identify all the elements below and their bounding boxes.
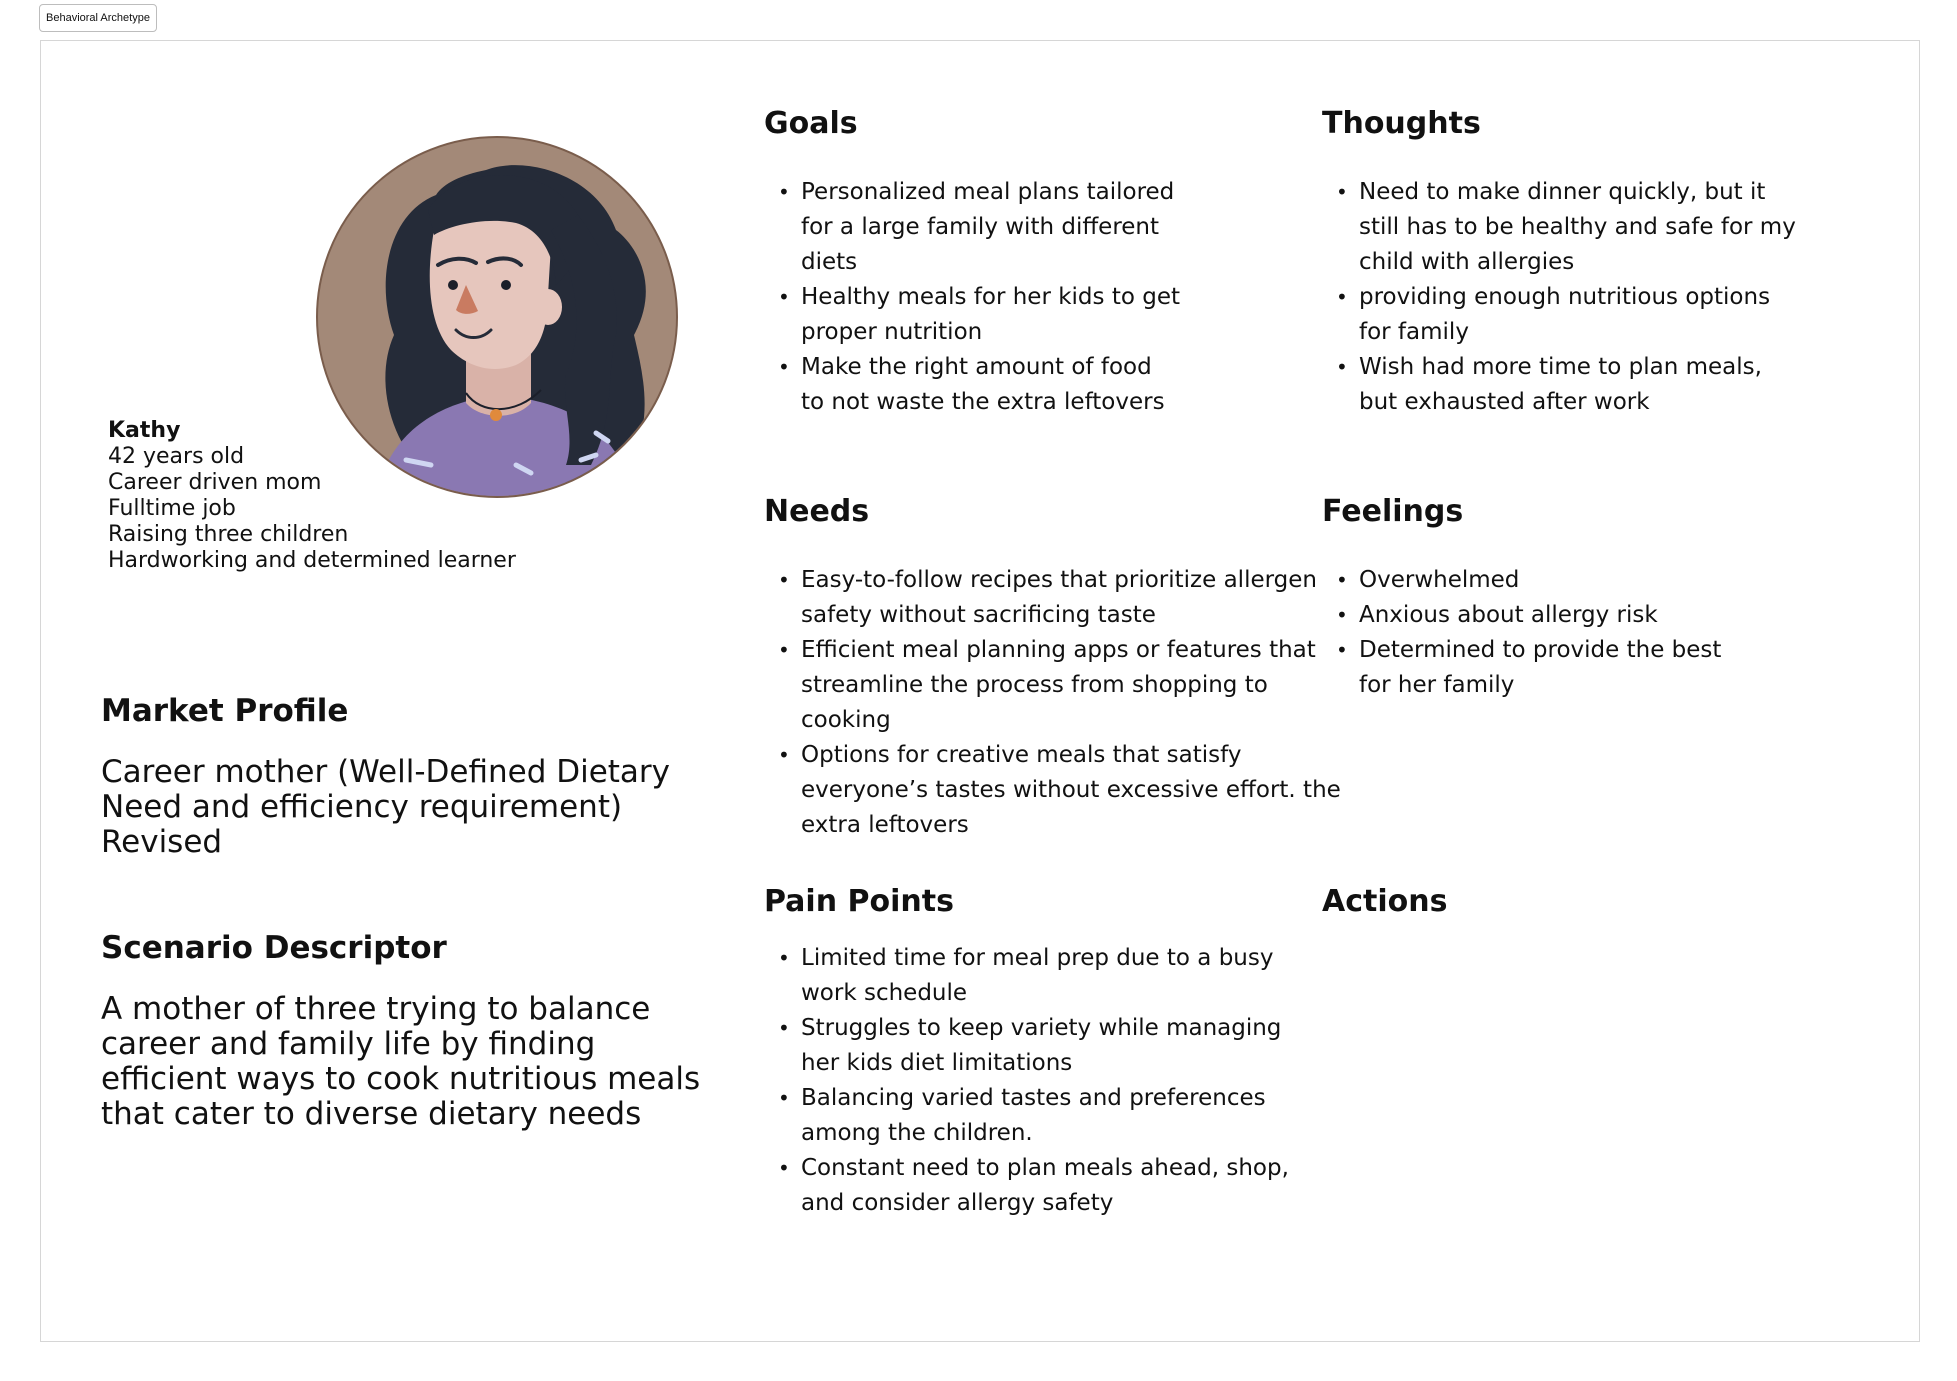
goals-list xyxy=(764,175,1234,420)
feelings-title: Feelings xyxy=(1322,494,1464,529)
list-item: • Overwhelmed xyxy=(1336,567,1520,593)
frame-label[interactable]: Behavioral Archetype xyxy=(39,4,157,32)
persona-detail: Hardworking and determined learner xyxy=(108,548,516,573)
market-profile-body: Career mother (Well-Defined Dietary Need and efficiency requirement) Revised xyxy=(101,754,671,860)
needs-title: Needs xyxy=(764,494,870,529)
persona-name: Kathy xyxy=(108,418,181,443)
list-item: • Anxious about allergy risk xyxy=(1336,602,1658,628)
list-item: • Efficient meal planning apps or features that streamline the process from shopping to cooking xyxy=(778,637,1316,733)
persona-detail: Career driven mom xyxy=(108,470,322,495)
list-item: • providing enough nutritious options for family xyxy=(1336,284,1771,345)
persona-detail: Raising three children xyxy=(108,522,349,547)
persona-detail: Fulltime job xyxy=(108,496,236,521)
list-item: • Determined to provide the best for her family xyxy=(1336,637,1722,698)
thoughts-section xyxy=(1322,106,1796,420)
list-item: • Wish had more time to plan meals, but exhausted after work xyxy=(1336,354,1762,415)
list-item: • Need to make dinner quickly, but it still has to be healthy and safe for my child with allergies xyxy=(1336,179,1796,275)
needs-list xyxy=(764,563,1341,843)
needs-section xyxy=(764,494,1341,843)
feelings-list xyxy=(1322,563,1792,703)
feelings-section xyxy=(1322,494,1792,703)
list-item: • Personalized meal plans tailored for a large family with different diets xyxy=(778,179,1175,275)
list-item: • Constant need to plan meals ahead, shop, and consider allergy safety xyxy=(778,1155,1289,1216)
scenario-body: A mother of three trying to balance career and family life by finding efficient ways to cook nutritious meals that cater to diverse dietary needs xyxy=(101,991,701,1132)
scenario-title: Scenario Descriptor xyxy=(101,930,447,966)
thoughts-list xyxy=(1322,175,1796,420)
list-item: • Healthy meals for her kids to get proper nutrition xyxy=(778,284,1180,345)
pain-points-section xyxy=(764,884,1289,1221)
list-item: • Options for creative meals that satisfy everyone’s tastes without excessive effort. the extra leftovers xyxy=(778,742,1341,838)
thoughts-title: Thoughts xyxy=(1322,106,1481,141)
list-item: • Limited time for meal prep due to a busy work schedule xyxy=(778,945,1274,1006)
persona-detail: 42 years old xyxy=(108,444,245,469)
market-profile-title: Market Profile xyxy=(101,693,349,729)
list-item: • Easy-to-follow recipes that prioritize allergen safety without sacrificing taste xyxy=(778,567,1317,628)
actions-section xyxy=(1322,884,1792,920)
goals-section xyxy=(764,106,1234,420)
pain-points-list xyxy=(764,941,1289,1221)
list-item: • Struggles to keep variety while managing her kids diet limitations xyxy=(778,1015,1282,1076)
pain-points-title: Pain Points xyxy=(764,884,954,919)
list-item: • Make the right amount of food to not waste the extra leftovers xyxy=(778,354,1165,415)
list-item: • Balancing varied tastes and preferences among the children. xyxy=(778,1085,1266,1146)
goals-title: Goals xyxy=(764,106,858,141)
persona-info xyxy=(108,418,528,574)
actions-title: Actions xyxy=(1322,884,1448,919)
